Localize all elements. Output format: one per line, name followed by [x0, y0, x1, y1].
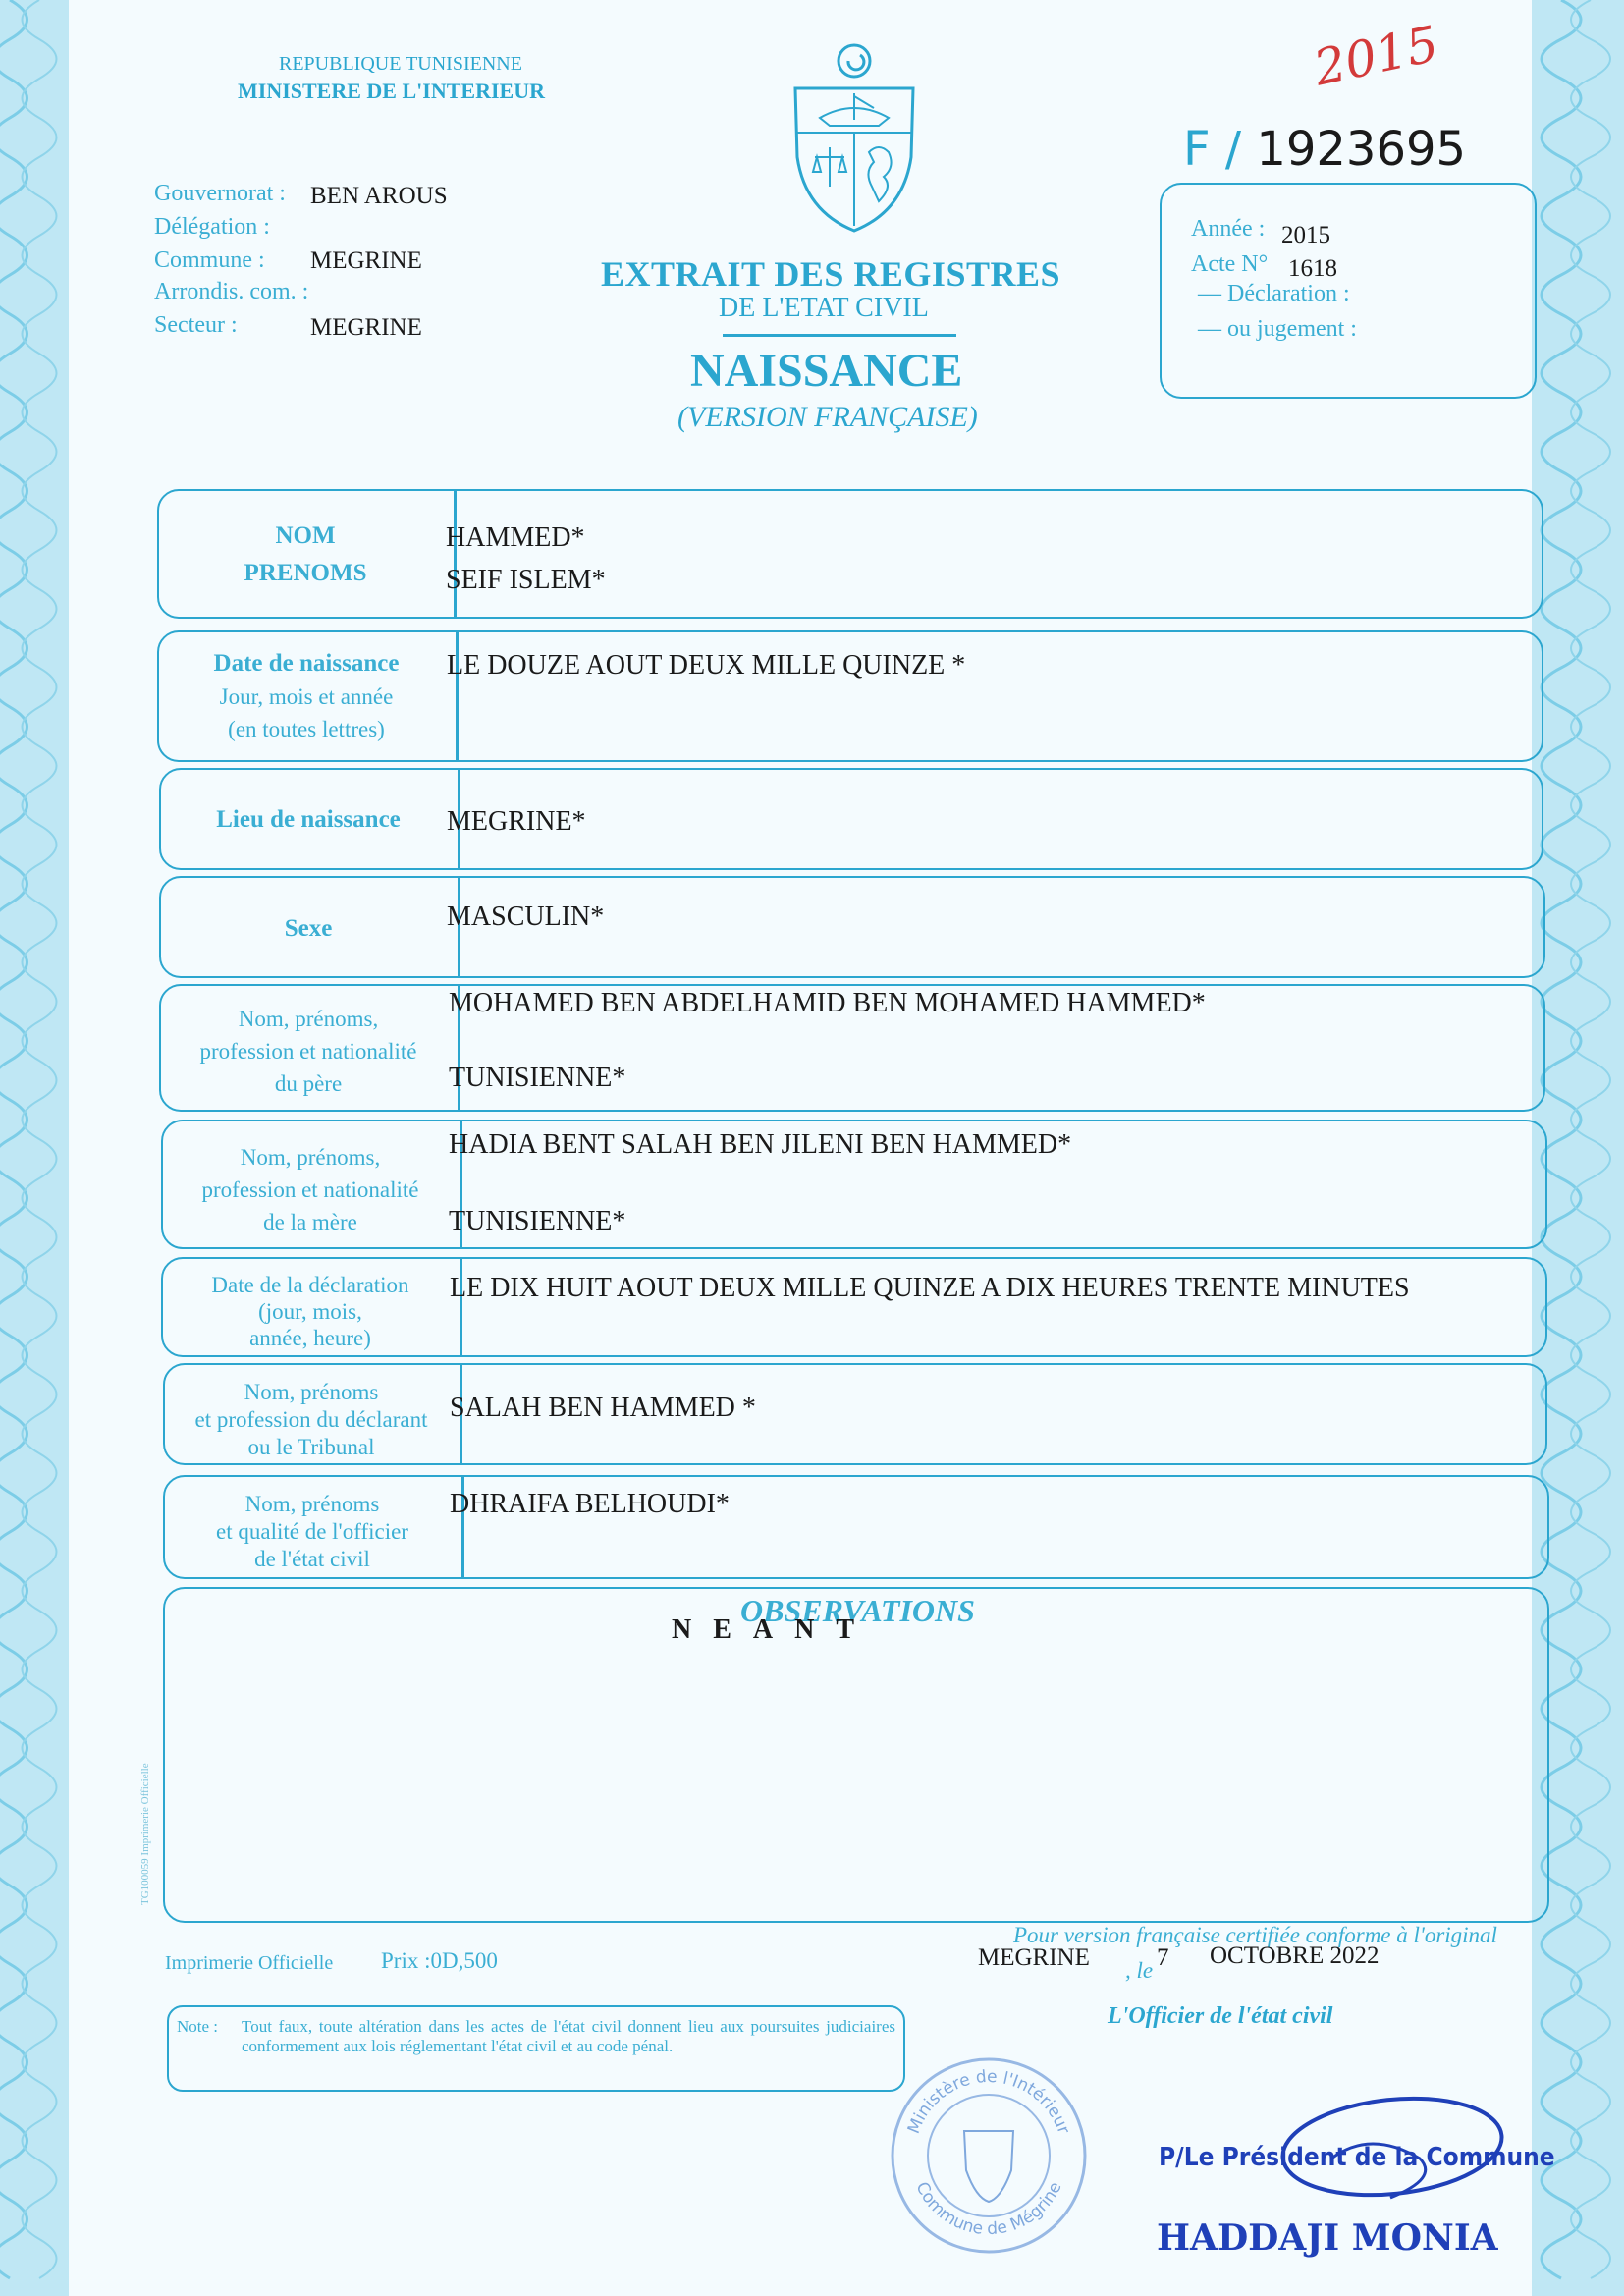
ministry-name: MINISTERE DE L'INTERIEUR	[238, 79, 545, 103]
coat-of-arms-icon	[785, 39, 923, 236]
date-le-label: , le	[1125, 1958, 1154, 1983]
pere-label-1: Nom, prénoms,	[238, 1007, 379, 1031]
pere-nat-value: TUNISIENNE*	[449, 1063, 626, 1093]
svg-text:Ministère de l'Intérieur	[904, 2067, 1073, 2137]
date-naissance-label: Date de naissance	[213, 650, 400, 677]
mere-label-3: de la mère	[263, 1210, 357, 1234]
row-name-box	[157, 489, 1543, 619]
officier-label-2: et qualité de l'officier	[216, 1519, 408, 1544]
prenoms-label: PRENOMS	[244, 560, 367, 586]
mere-label-1: Nom, prénoms,	[240, 1145, 381, 1170]
serial-prefix: F /	[1183, 122, 1242, 177]
mere-nat-value: TUNISIENNE*	[449, 1206, 626, 1236]
lieu-label: Lieu de naissance	[216, 806, 401, 833]
side-print-code: TG100059 Imprimerie Officielle	[139, 1763, 151, 1905]
pere-nom-value: MOHAMED BEN ABDELHAMID BEN MOHAMED HAMMED*	[449, 988, 1206, 1018]
document-type: NAISSANCE	[690, 345, 963, 397]
acte-label: Acte N°	[1191, 251, 1269, 277]
declarant-label-1: Nom, prénoms	[244, 1380, 379, 1404]
prenoms-value: SEIF ISLEM*	[446, 565, 606, 595]
annee-value: 2015	[1281, 222, 1330, 248]
annee-label: Année :	[1191, 216, 1266, 242]
document-title: EXTRAIT DES REGISTRES	[601, 254, 1061, 294]
row-name-divider	[454, 489, 457, 619]
pere-label-2: profession et nationalité	[199, 1039, 417, 1064]
note-text: Tout faux, toute altération dans les actes de l'état civil donnent lieu aux poursuites judiciaires conformement aux lois réglementant l'état civil et au code pénal.	[242, 2017, 895, 2055]
serial-value: 1923695	[1256, 122, 1467, 177]
serial-number	[1183, 122, 1466, 177]
official-round-stamp	[886, 2052, 1092, 2259]
delegation-label: Délégation :	[154, 214, 270, 240]
prix-line	[381, 1948, 498, 1974]
signature-line: P/Le Président de la Commune	[1159, 2143, 1555, 2172]
document-subtitle: DE L'ETAT CIVIL	[719, 293, 929, 323]
signatory-name: HADDAJI MONIA	[1157, 2217, 1498, 2259]
officier-label-1: Nom, prénoms	[244, 1492, 380, 1516]
certification-text: Pour version française certifiée conforme à l'original	[1013, 1923, 1497, 1947]
observations-title: OBSERVATIONS	[740, 1593, 975, 1628]
date-naissance-sub1: Jour, mois et année	[219, 684, 394, 709]
mere-nom-value: HADIA BENT SALAH BEN JILENI BEN HAMMED*	[449, 1129, 1072, 1160]
prix-value: 0D,500	[430, 1948, 498, 1973]
sexe-label: Sexe	[284, 915, 333, 942]
left-wave-border	[0, 0, 69, 2296]
decl-date-value: LE DIX HUIT AOUT DEUX MILLE QUINZE A DIX HEURES TRENTE MINUTES	[450, 1273, 1410, 1303]
decl-label-3: année, heure)	[249, 1326, 371, 1350]
title-rule	[723, 334, 956, 337]
date-naissance-sub2: (en toutes lettres)	[228, 717, 385, 741]
imprimerie-label: Imprimerie Officielle	[165, 1952, 334, 1974]
place-value: MEGRINE	[978, 1944, 1090, 1971]
gouvernorat-value: BEN AROUS	[310, 183, 448, 209]
pere-label-3: du père	[274, 1071, 343, 1096]
officer-title: L'Officier de l'état civil	[1108, 2003, 1333, 2029]
month-year-value: OCTOBRE 2022	[1210, 1942, 1380, 1969]
legal-note-box	[167, 2005, 905, 2092]
jugement-label: — ou jugement :	[1198, 316, 1357, 342]
sexe-value: MASCULIN*	[447, 902, 605, 932]
stamp-bottom-text: Commune de Mégrine	[911, 2178, 1066, 2240]
declarant-label-3: ou le Tribunal	[247, 1435, 375, 1459]
svg-text:Commune de Mégrine	[911, 2179, 1065, 2239]
country-name: REPUBLIQUE TUNISIENNE	[279, 53, 522, 75]
nom-value: HAMMED*	[446, 522, 585, 553]
officier-value: DHRAIFA BELHOUDI*	[450, 1489, 730, 1519]
declarant-value: SALAH BEN HAMMED *	[450, 1393, 756, 1423]
decl-label-2: (jour, mois,	[258, 1299, 362, 1324]
secteur-label: Secteur :	[154, 312, 238, 338]
commune-label: Commune :	[154, 247, 265, 273]
declaration-label: — Déclaration :	[1198, 281, 1350, 306]
note-label: Note :	[177, 2017, 219, 2036]
decl-label-1: Date de la déclaration	[211, 1273, 409, 1297]
nom-label: NOM	[275, 522, 336, 549]
declarant-label-2: et profession du déclarant	[194, 1407, 428, 1432]
prix-label: Prix :	[381, 1948, 431, 1973]
secteur-value: MEGRINE	[310, 314, 422, 341]
lieu-value: MEGRINE*	[447, 806, 586, 837]
arrondis-label: Arrondis. com. :	[154, 279, 309, 304]
document-version: (VERSION FRANÇAISE)	[677, 401, 978, 433]
date-naissance-value: LE DOUZE AOUT DEUX MILLE QUINZE *	[447, 650, 966, 681]
stamp-top-text: Ministère de l'Intérieur	[903, 2066, 1074, 2137]
mere-label-2: profession et nationalité	[201, 1177, 419, 1202]
acte-value: 1618	[1288, 255, 1337, 282]
commune-value: MEGRINE	[310, 247, 422, 274]
officier-label-3: de l'état civil	[254, 1547, 370, 1571]
observations-content: NEANT	[672, 1614, 877, 1645]
gouvernorat-label: Gouvernorat :	[154, 181, 286, 206]
handwritten-year: 2015	[1309, 15, 1443, 97]
day-value: 7	[1157, 1944, 1169, 1971]
